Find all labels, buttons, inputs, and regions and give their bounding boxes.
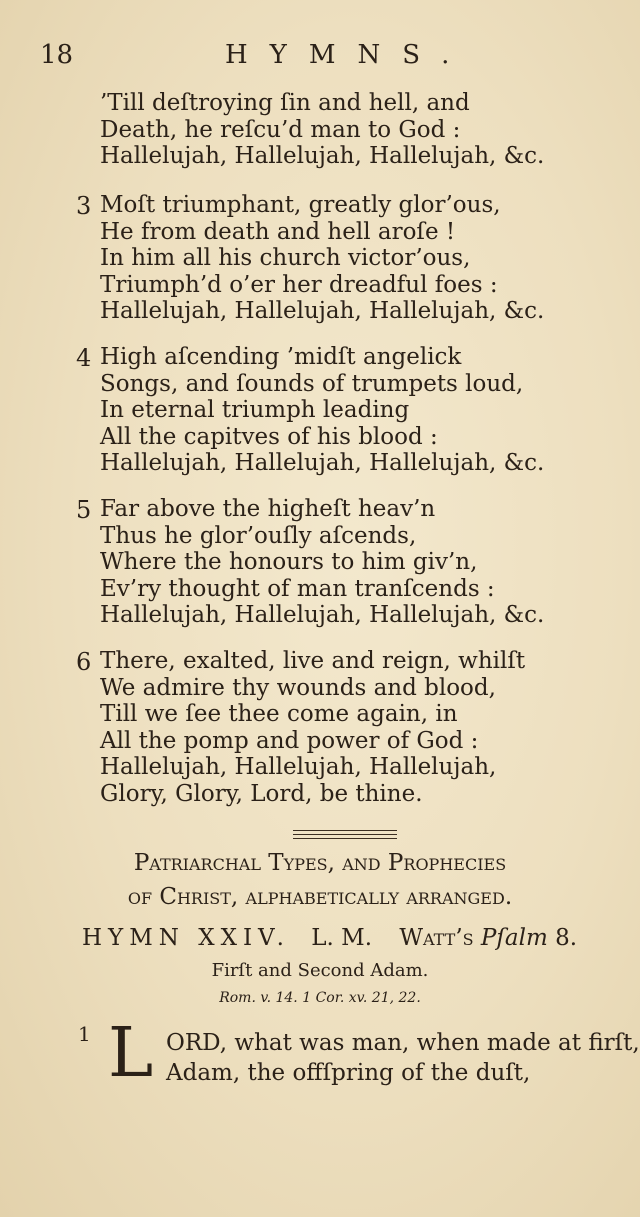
- hymn-source-number: 8.: [555, 925, 578, 951]
- verse-line: Moſt triumphant, greatly glor’ous,: [100, 192, 501, 218]
- stanza-5: [76, 496, 616, 629]
- verse-line: He from death and hell aroſe !: [100, 218, 456, 245]
- stanza-number: 1: [78, 1022, 91, 1046]
- stanza-number: 5: [76, 496, 92, 524]
- stanza-number: 4: [76, 344, 92, 372]
- verse-line: ’Till deſtroying ſin and hell, and: [100, 90, 470, 116]
- verse-line: All the pomp and power of God :: [100, 727, 479, 754]
- hymn-meter: L. M.: [311, 925, 373, 951]
- stanza-2-continuation: [76, 90, 616, 170]
- stanza-4: [76, 344, 616, 477]
- section-title-line-1: Patriarchal Types, and Prophecies: [133, 850, 507, 876]
- verse-line: Hallelujah, Hallelujah, Hallelujah, &c.: [100, 298, 545, 324]
- verse-line: Thus he glor’ouſly aſcends,: [100, 522, 417, 549]
- hymn-source-work: Pſalm: [480, 925, 548, 951]
- verse-line: There, exalted, live and reign, whilſt: [100, 648, 526, 674]
- verse-line: Hallelujah, Hallelujah, Hallelujah,: [100, 754, 497, 780]
- verse-line: Glory, Glory, Lord, be thine.: [100, 780, 423, 807]
- verse-line: Far above the higheſt heav’n: [100, 496, 436, 522]
- verse-line: Adam, the offſpring of the duſt,: [166, 1060, 531, 1086]
- hymn-heading: [82, 925, 622, 951]
- page-header: [0, 40, 640, 80]
- verse-line: Hallelujah, Hallelujah, Hallelujah, &c.: [100, 602, 545, 628]
- verse-line: We admire thy wounds and blood,: [100, 674, 496, 701]
- hymn-number: HYMN XXIV.: [82, 925, 290, 951]
- verse-line: Hallelujah, Hallelujah, Hallelujah, &c.: [100, 450, 545, 476]
- stanza-3: [76, 192, 616, 325]
- running-title: HYMNS.: [225, 40, 472, 70]
- verse-line: In him all his church victor’ous,: [100, 245, 471, 271]
- hymn-source-author: Watt’s: [399, 925, 474, 951]
- verse-line: Songs, and ſounds of trumpets loud,: [100, 370, 524, 397]
- scripture-reference: Rom. v. 14. 1 Cor. xv. 21, 22.: [219, 990, 421, 1006]
- section-divider-rule: [293, 830, 397, 842]
- section-title-line-2: of Christ, alphabetically arranged.: [127, 884, 513, 910]
- stanza-6: [76, 648, 616, 807]
- verse-line: ORD, what was man, when made at firſt,: [166, 1030, 640, 1056]
- page-number: 18: [40, 40, 74, 70]
- verse-line: Hallelujah, Hallelujah, Hallelujah, &c.: [100, 143, 545, 169]
- verse-line: Triumph’d o’er her dreadful foes :: [100, 271, 498, 298]
- verse-line: Death, he reſcu’d man to God :: [100, 116, 461, 143]
- stanza-number: 3: [76, 192, 92, 220]
- verse-line: Till we ſee thee come again, in: [100, 701, 458, 727]
- stanza-number: 6: [76, 648, 92, 676]
- drop-cap: L: [108, 1014, 154, 1093]
- verse-line: Ev’ry thought of man tranſcends :: [100, 575, 495, 602]
- verse-line: All the capitves of his blood :: [100, 423, 438, 450]
- verse-line: In eternal triumph leading: [100, 397, 410, 423]
- verse-line: High aſcending ’midſt angelick: [100, 344, 462, 370]
- verse-line: Where the honours to him giv’n,: [100, 549, 478, 575]
- hymn-subtitle: Firſt and Second Adam.: [211, 960, 429, 981]
